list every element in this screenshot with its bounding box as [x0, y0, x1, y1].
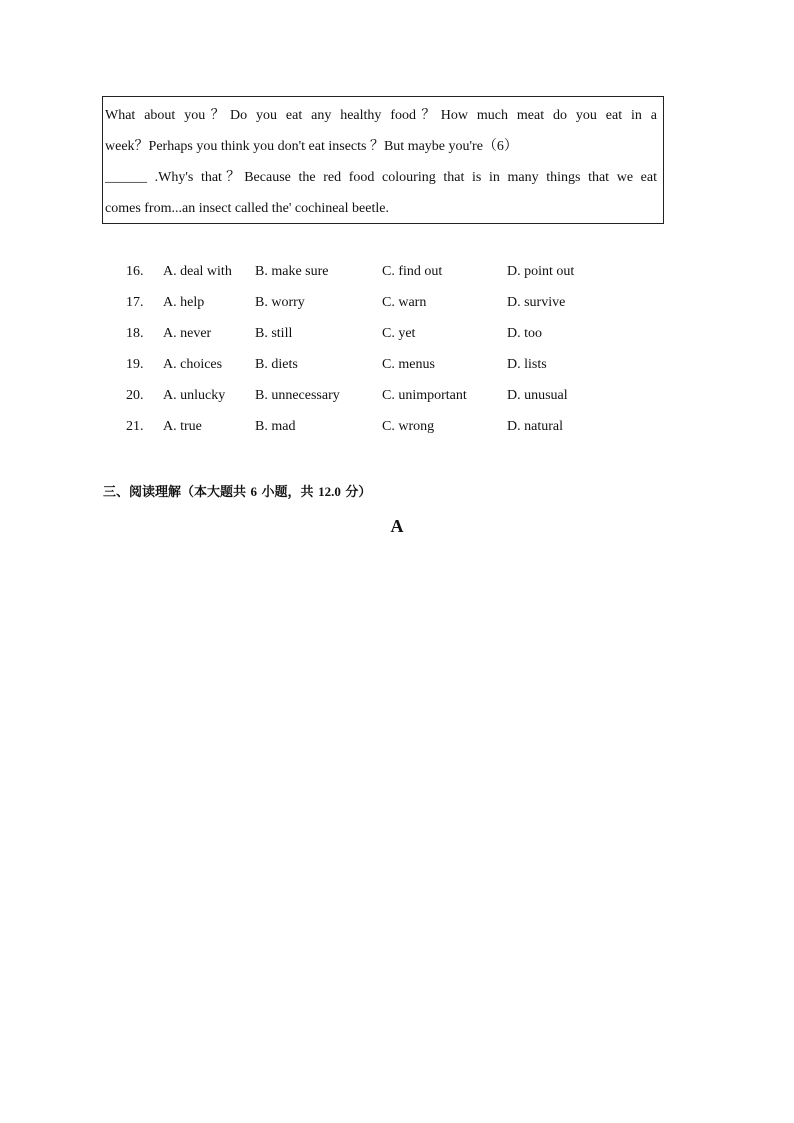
question-number: 18.	[126, 326, 144, 341]
option-d: D. natural	[507, 419, 563, 434]
heading-prefix: 三、阅读理解（本大题共	[103, 485, 251, 500]
question-row-17	[126, 287, 666, 318]
question-number: 16.	[126, 264, 144, 279]
option-c: C. yet	[382, 326, 416, 341]
option-b: B. worry	[255, 295, 305, 310]
reading-passage-box	[102, 96, 664, 224]
heading-suffix: 分）	[340, 485, 372, 500]
option-b: B. make sure	[255, 264, 329, 279]
option-b: B. unnecessary	[255, 388, 340, 403]
passage-line-1: What about you？Do you eat any healthy food？How much meat do you eat in a	[105, 108, 657, 123]
option-a: A. never	[163, 326, 212, 341]
option-c: C. wrong	[382, 419, 435, 434]
option-b: B. mad	[255, 419, 296, 434]
question-row-19	[126, 349, 666, 380]
passage-line-2: week？Perhaps you think you don't eat insects ？But maybe you're（6）	[105, 139, 518, 154]
question-number: 20.	[126, 388, 144, 403]
option-d: D. survive	[507, 295, 566, 310]
question-count: 6	[250, 484, 258, 499]
passage-line-4: comes from...an insect called the' cochineal beetle.	[105, 201, 389, 216]
option-d: D. point out	[507, 264, 575, 279]
option-d: D. too	[507, 326, 542, 341]
question-number: 19.	[126, 357, 144, 372]
section-heading-reading-comprehension	[103, 481, 371, 500]
option-d: D. unusual	[507, 388, 568, 403]
option-a: A. unlucky	[163, 388, 226, 403]
question-number: 17.	[126, 295, 144, 310]
option-a: A. help	[163, 295, 205, 310]
total-score: 12.0	[318, 484, 341, 499]
option-a: A. choices	[163, 357, 223, 372]
option-c: C. warn	[382, 295, 427, 310]
passage-label: A	[390, 516, 404, 536]
passage-line-3: ______ .Why's that？Because the red food colouring that is in many things that we eat	[105, 170, 657, 185]
option-b: B. still	[255, 326, 293, 341]
option-c: C. menus	[382, 357, 435, 372]
option-d: D. lists	[507, 357, 547, 372]
question-row-21	[126, 411, 666, 442]
question-row-20	[126, 380, 666, 411]
option-a: A. true	[163, 419, 202, 434]
question-row-18	[126, 318, 666, 349]
answer-options-list	[126, 256, 666, 442]
option-c: C. unimportant	[382, 388, 467, 403]
option-b: B. diets	[255, 357, 298, 372]
heading-middle: 小题，共	[257, 485, 319, 500]
question-row-16	[126, 256, 666, 287]
option-c: C. find out	[382, 264, 443, 279]
option-a: A. deal with	[163, 264, 232, 279]
question-number: 21.	[126, 419, 144, 434]
